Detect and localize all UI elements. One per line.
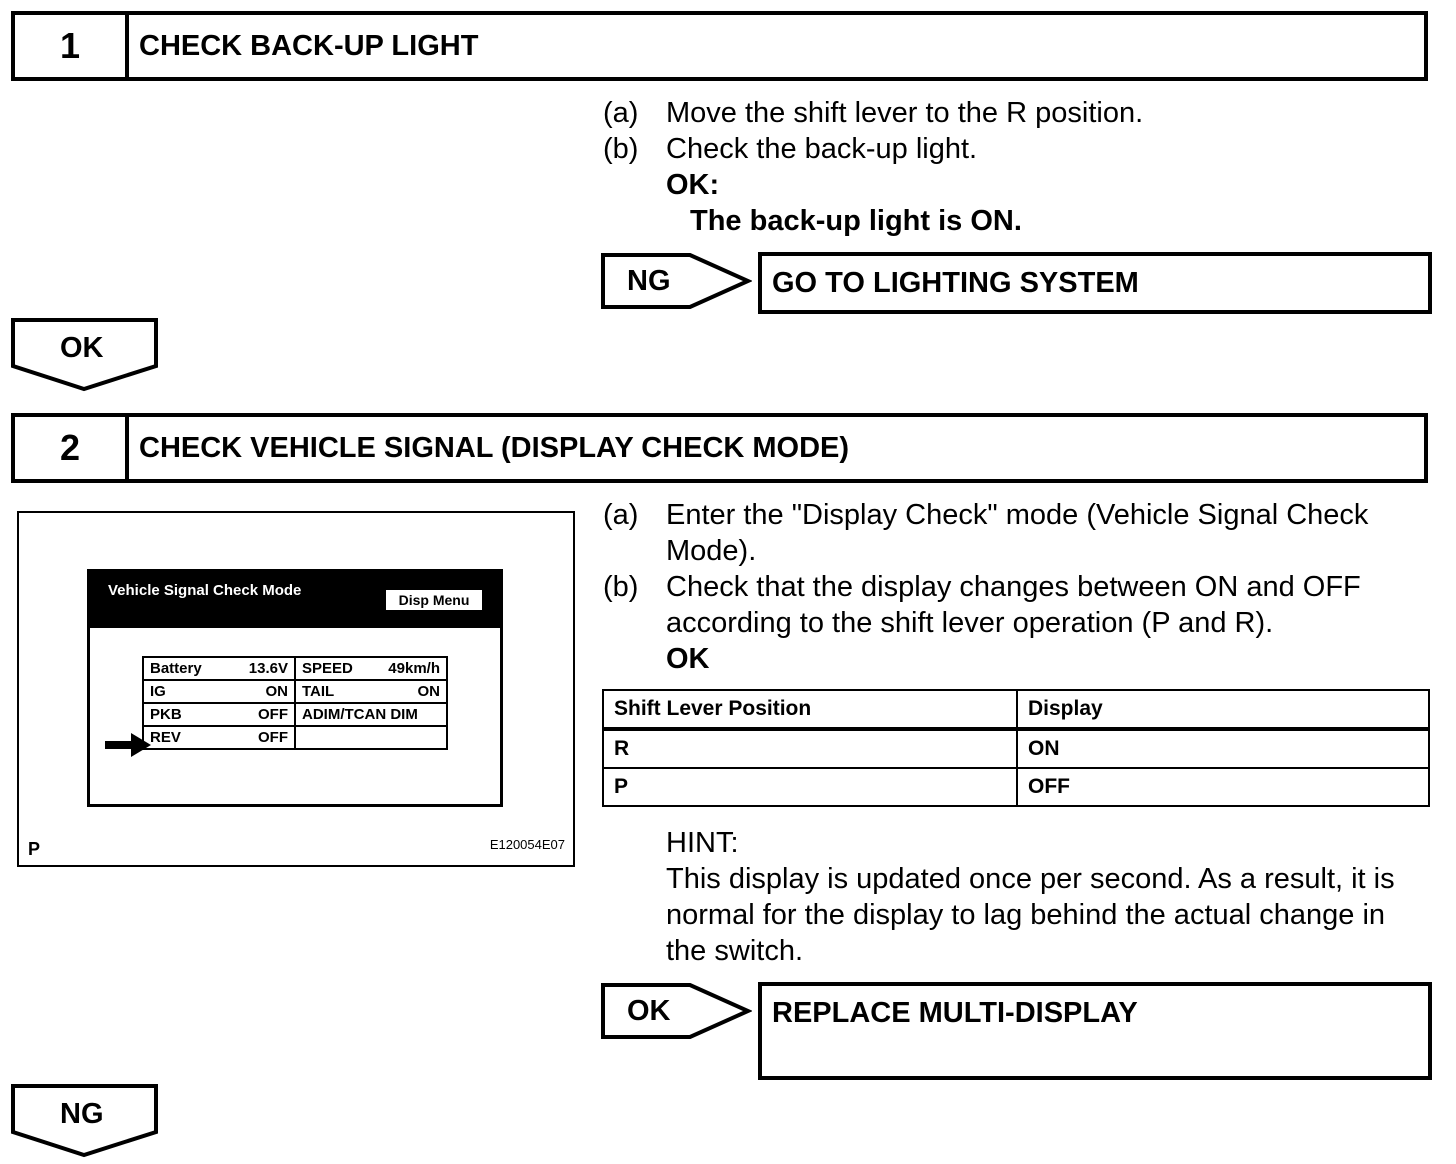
step1-ng-arrow <box>600 252 752 310</box>
table-header-cell: Display <box>1017 690 1429 729</box>
signal-cell <box>295 703 447 726</box>
display-screen <box>87 569 503 807</box>
vehicle-signal-figure <box>17 511 575 867</box>
disp-menu-button: Disp Menu <box>386 590 482 610</box>
step1-number: 1 <box>15 15 129 77</box>
step2-number: 2 <box>15 417 129 479</box>
signal-cell <box>143 726 295 749</box>
step2-header <box>11 413 1428 483</box>
signal-name: TAIL <box>302 683 335 700</box>
shift-display-table <box>602 689 1430 807</box>
table-cell: R <box>603 729 1017 768</box>
screen-title-bar <box>90 572 500 628</box>
step1-header <box>11 11 1428 81</box>
signal-value: ON <box>265 683 288 700</box>
signal-cell <box>143 680 295 703</box>
step2-a-line2: Mode). <box>666 535 757 567</box>
step2-ok-result-text: REPLACE MULTI-DISPLAY <box>772 997 1138 1029</box>
hint-line-3: the switch. <box>666 935 803 967</box>
step2-b-line1: Check that the display changes between ON and OFF <box>666 571 1361 603</box>
signal-name: REV <box>150 729 181 746</box>
hint-line-1: This display is updated once per second. As a result, it is <box>666 863 1395 895</box>
step1-b-text: Check the back-up light. <box>666 133 978 165</box>
table-cell: OFF <box>1017 768 1429 806</box>
signal-value: OFF <box>258 729 288 746</box>
step1-title: CHECK BACK-UP LIGHT <box>139 29 479 62</box>
step2-b-label: (b) <box>603 571 639 603</box>
signal-cell <box>143 657 295 680</box>
step2-ok-arrow-label: OK <box>627 995 671 1027</box>
signal-value: OFF <box>258 706 288 723</box>
table-header-cell: Shift Lever Position <box>603 690 1017 729</box>
signal-row <box>143 680 447 703</box>
table-cell: ON <box>1017 729 1429 768</box>
step1-ng-result-text: GO TO LIGHTING SYSTEM <box>772 267 1139 299</box>
step1-b-label: (b) <box>603 133 639 165</box>
step1-ng-arrow-label: NG <box>627 265 671 297</box>
signal-cell <box>295 726 447 749</box>
signal-cell <box>295 657 447 680</box>
step2-ok-arrow <box>600 982 752 1040</box>
signal-row <box>143 657 447 680</box>
step1-ok-flow-label: OK <box>60 332 104 364</box>
signal-name: PKB <box>150 706 182 723</box>
step1-ok-heading: OK: <box>666 169 720 201</box>
signal-cell <box>295 680 447 703</box>
signal-row <box>143 726 447 749</box>
screen-title: Vehicle Signal Check Mode <box>108 582 302 599</box>
signal-name: Battery <box>150 660 202 677</box>
signal-value: ON <box>417 683 440 700</box>
signal-name: ADIM/TCAN DIM <box>302 706 418 723</box>
step2-ok-heading: OK <box>666 643 710 675</box>
hint-line-2: normal for the display to lag behind the actual change in <box>666 899 1386 931</box>
signal-value: 13.6V <box>248 660 288 677</box>
hint-label: HINT: <box>666 827 739 859</box>
step2-a-line1: Enter the "Display Check" mode (Vehicle Signal Check <box>666 499 1369 531</box>
step2-ng-flow-label: NG <box>60 1098 104 1130</box>
signal-table <box>142 656 448 750</box>
rev-pointer-arrow-icon <box>105 732 153 758</box>
step2-b-line2: according to the shift lever operation (P and R). <box>666 607 1274 639</box>
step2-title: CHECK VEHICLE SIGNAL (DISPLAY CHECK MODE) <box>139 431 850 464</box>
step2-ok-result <box>758 982 1432 1080</box>
step1-ng-result <box>758 252 1432 314</box>
signal-cell <box>143 703 295 726</box>
signal-value: 49km/h <box>388 660 440 677</box>
signal-name: SPEED <box>302 660 353 677</box>
table-row <box>603 729 1429 768</box>
step1-a-text: Move the shift lever to the R position. <box>666 97 1144 129</box>
table-row <box>603 768 1429 806</box>
signal-row <box>143 703 447 726</box>
step1-ok-text: The back-up light is ON. <box>690 205 1022 237</box>
signal-name: IG <box>150 683 166 700</box>
table-cell: P <box>603 768 1017 806</box>
table-header-row <box>603 690 1429 729</box>
figure-code: E120054E07 <box>489 837 565 852</box>
step2-a-label: (a) <box>603 499 639 531</box>
step1-a-label: (a) <box>603 97 639 129</box>
figure-corner-label: P <box>28 839 41 859</box>
